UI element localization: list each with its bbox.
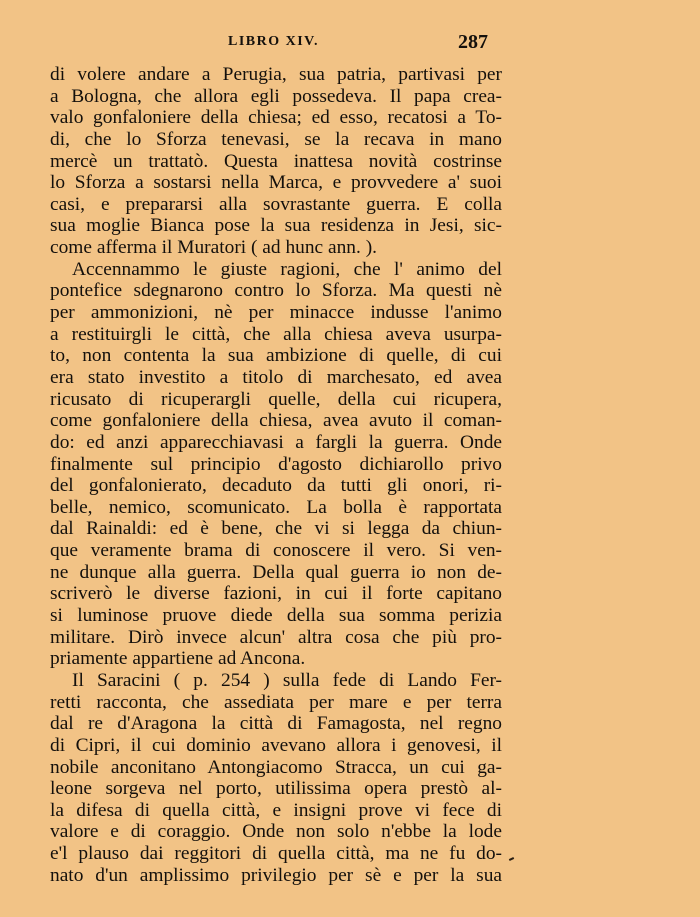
text-line: leone sorgeva nel porto, utilissima opera prestò al- (50, 778, 502, 800)
text-line: mercè un trattatò. Questa inattesa novità costrinse (50, 150, 502, 172)
ink-speck (509, 857, 514, 861)
text-line: valore e di coraggio. Onde non solo n'ebbe la lode (50, 821, 502, 843)
text-line: dal Rainaldi: ed è bene, che vi si legga da chiun- (50, 518, 502, 540)
text-line: to, non contenta la sua ambizione di quelle, di cui (50, 345, 502, 367)
text-line: militare. Dirò invece alcun' altra cosa che più pro- (50, 626, 502, 648)
text-line: a Bologna, che allora egli possedeva. Il papa crea- (50, 85, 502, 107)
text-line: come afferma il Muratori ( ad hunc ann. ). (50, 237, 377, 259)
text-line: finalmente sul principio d'agosto dichiarollo privo (50, 453, 502, 475)
text-line: priamente appartiene ad Ancona. (50, 648, 306, 670)
page-number: 287 (458, 31, 488, 53)
text-line: del gonfalonierato, decaduto da tutti gli onori, ri- (50, 475, 502, 497)
text-line: nato d'un amplissimo privilegio per sè e per la sua (50, 864, 502, 886)
text-line: di Cipri, il cui dominio avevano allora i genovesi, il (50, 734, 502, 756)
text-line: lo Sforza a sostarsi nella Marca, e provvedere a' suoi (50, 172, 502, 194)
paragraph-start-line: Il Saracini ( p. 254 ) sulla fede di Lando Fer- (72, 669, 502, 691)
text-line: a restituirgli le città, che alla chiesa aveva usurpa- (50, 323, 502, 345)
text-line: sua moglie Bianca pose la sua residenza in Jesi, sic- (50, 215, 502, 237)
text-line: era stato investito a titolo di marchesato, ed avea (50, 366, 502, 388)
text-line: si luminose pruove diede della sua somma perizia (50, 605, 502, 627)
text-line: retti racconta, che assediata per mare e per terra (50, 691, 502, 713)
text-line: la difesa di quella città, e insigni prove vi fece di (50, 799, 502, 821)
page-header (50, 31, 500, 56)
running-title: LIBRO XIV. (228, 34, 319, 49)
text-line: scriverò le diverse fazioni, in cui il forte capitano (50, 583, 502, 605)
paragraph-start-line: Accennammo le giuste ragioni, che l' animo del (72, 258, 502, 280)
text-line: valo gonfaloniere della chiesa; ed esso, recatosi a To- (50, 107, 502, 129)
text-line: do: ed anzi apparecchiavasi a fargli la guerra. Onde (50, 431, 502, 453)
text-line: belle, nemico, scomunicato. La bolla è rapportata (50, 496, 502, 518)
text-line: ne dunque alla guerra. Della qual guerra io non de- (50, 561, 502, 583)
body-text (50, 64, 502, 886)
text-line: pontefice sdegnarono contro lo Sforza. Ma questi nè (50, 280, 502, 302)
text-line: come gonfaloniere della chiesa, avea avuto il coman- (50, 410, 502, 432)
text-line: per ammonizioni, nè per minacce indusse l'animo (50, 302, 502, 324)
text-line: que veramente brama di conoscere il vero. Si ven- (50, 540, 502, 562)
text-line: e'l plauso dai reggitori di quella città, ma ne fu do- (50, 843, 502, 865)
text-line: di, che lo Sforza tenevasi, se la recava in mano (50, 128, 502, 150)
text-line: nobile anconitano Antongiacomo Stracca, un cui ga- (50, 756, 502, 778)
text-line: dal re d'Aragona la città di Famagosta, nel regno (50, 713, 502, 735)
text-line: casi, e prepararsi alla sovrastante guerra. E colla (50, 193, 502, 215)
text-line: ricusato di ricuperargli quelle, della cui ricupera, (50, 388, 502, 410)
text-line: di volere andare a Perugia, sua patria, partivasi per (50, 64, 502, 85)
